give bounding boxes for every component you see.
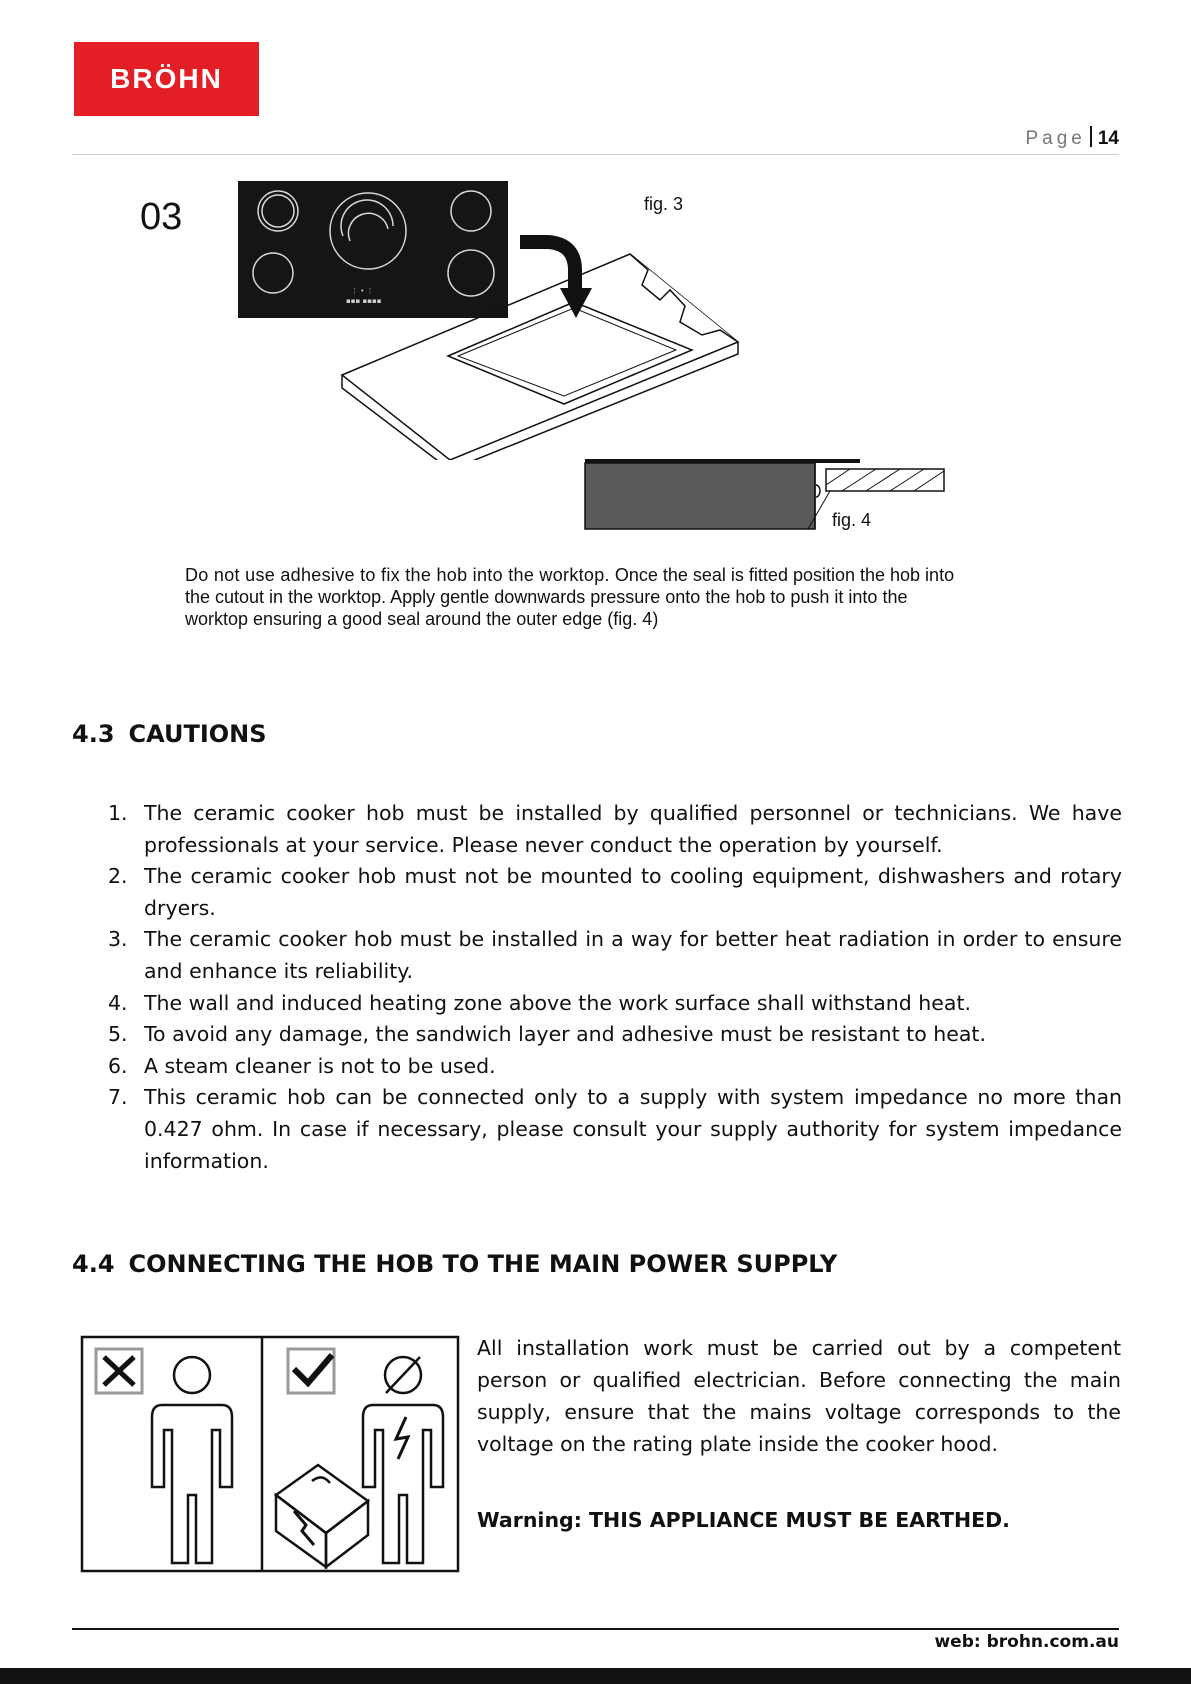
brand-logo — [74, 42, 259, 116]
fig4-label: fig. 4 — [832, 510, 872, 530]
page-separator — [1090, 126, 1092, 147]
list-item: 4. The wall and induced heating zone above the work surface shall withstand heat. — [108, 990, 972, 1015]
list-item: 6. A steam cleaner is not to be used. — [108, 1053, 496, 1078]
list-item: 2. The ceramic cooker hob must not be mounted to cooling equipment, dishwashers and rotary dryers. — [108, 864, 1122, 920]
list-item: 3. The ceramic cooker hob must be installed in a way for better heat radiation in order to ensure and enhance its reliability. — [108, 927, 1122, 983]
section-heading-cautions — [72, 720, 267, 748]
list-item: 1. The ceramic cooker hob must be installed by qualified personnel or technicians. We have professionals at your service. Please never conduct the operation by yourself. — [108, 801, 1122, 857]
person-icon — [152, 1357, 232, 1563]
electric-box-icon — [276, 1465, 368, 1567]
section-heading-power — [72, 1250, 837, 1278]
cross-icon — [96, 1349, 142, 1393]
seal-cross-section — [580, 455, 950, 530]
list-item: 7. This ceramic hob can be connected only to a supply with system impedance no more than 0.427 ohm. In case if necessary, please consult your supply authority for system impedance information. — [108, 1085, 1122, 1173]
power-instructions: All installation work must be carried out by a competent person or qualified electrician. Before connecting the main supply, ensure that the mains voltage corresponds to the voltage on the rating plate inside the cooker hood. — [477, 1336, 1121, 1456]
brand-name: BRÖHN — [110, 63, 223, 94]
worktop-illustration — [330, 230, 760, 460]
section-title: CONNECTING THE HOB TO THE MAIN POWER SUPPLY — [128, 1250, 838, 1278]
section-number: 4.3 — [72, 720, 115, 748]
section-title: CAUTIONS — [128, 720, 267, 748]
page-number: 14 — [1097, 128, 1119, 149]
check-icon — [288, 1349, 334, 1393]
earth-warning: Warning: THIS APPLIANCE MUST BE EARTHED. — [477, 1508, 1010, 1532]
svg-text:▪▪▪ ▪▪▪▪: ▪▪▪ ▪▪▪▪ — [346, 297, 382, 305]
page-label: Page — [1025, 128, 1086, 149]
footer-web: web: brohn.com.au — [934, 1632, 1119, 1652]
cautions-list — [100, 798, 1122, 1177]
figure-caption — [185, 564, 965, 630]
electrician-diagram — [80, 1335, 460, 1573]
footer-divider — [72, 1628, 1119, 1630]
svg-text:⋮ • ⋮: ⋮ • ⋮ — [351, 287, 374, 295]
caption-lead: Do not use adhesive to fix the hob into the worktop. — [185, 565, 610, 585]
section-number: 4.4 — [72, 1250, 115, 1278]
fig3-label: fig. 3 — [644, 194, 684, 214]
step-number: 03 — [140, 196, 183, 238]
page-bottom-band — [0, 1668, 1191, 1684]
list-item: 5. To avoid any damage, the sandwich layer and adhesive must be resistant to heat. — [108, 1022, 986, 1047]
electrician-icon — [363, 1357, 443, 1563]
page-indicator — [1025, 126, 1119, 150]
caption-rest: Once the seal is fitted position the hob into the cutout in the worktop. Apply gentle downwards pressure onto the hob to push it into the worktop ensuring a good seal around the outer edge (fig. 4) — [185, 565, 955, 629]
header-divider — [72, 154, 1119, 155]
